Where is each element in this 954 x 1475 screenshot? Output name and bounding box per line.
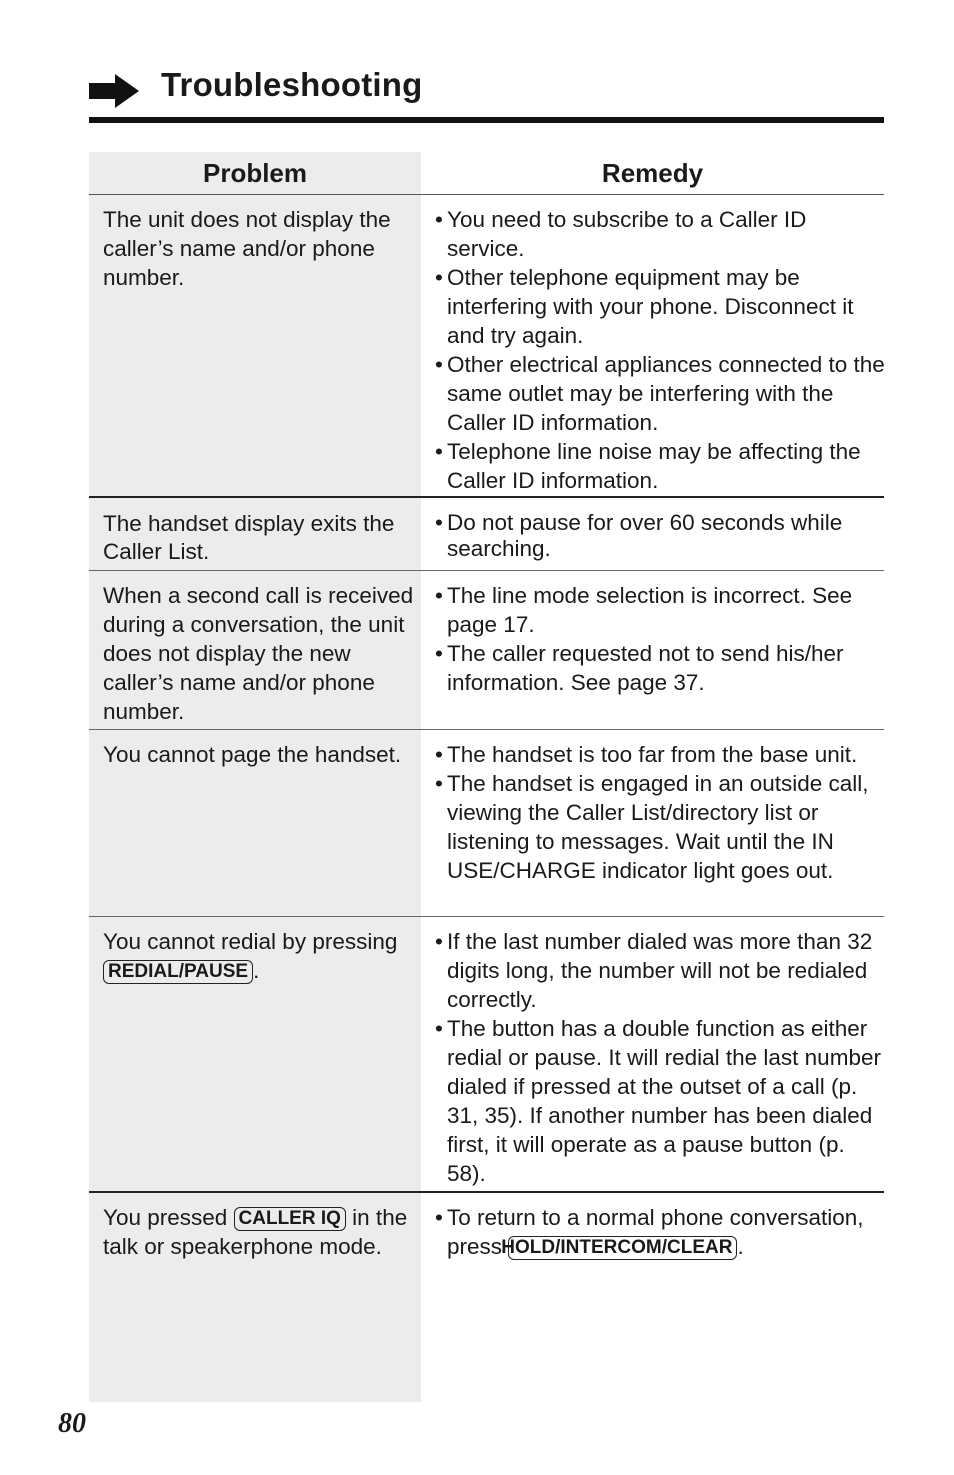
remedy-item: • The caller requested not to send his/her information. See page 37. (435, 641, 844, 695)
remedy-cell (435, 927, 887, 1188)
problem-text: The handset display exits the Caller List. (103, 511, 395, 564)
remedy-cell (435, 581, 887, 697)
title-rule (89, 117, 884, 123)
remedy-item: • To return to a normal phone conversation, press HOLD/INTERCOM/CLEAR . (435, 1205, 864, 1259)
table-row (89, 917, 884, 1193)
remedy-item: • Other electrical appliances connected to the same outlet may be interfering with the Caller ID information. (435, 352, 885, 435)
remedy-item: • Do not pause for over 60 seconds while searching. (435, 510, 843, 561)
page-title: Troubleshooting (161, 66, 423, 103)
problem-text: The unit does not display the caller’s name and/or phone number. (103, 207, 391, 290)
page-header (89, 62, 884, 122)
table-row (89, 498, 884, 571)
remedy-cell (435, 205, 887, 495)
table-row (89, 730, 884, 917)
hold-intercom-clear-key: HOLD/INTERCOM/CLEAR (508, 1236, 737, 1260)
problem-text: You pressed CALLER IQ in the talk or speakerphone mode. (103, 1205, 408, 1259)
table-row (89, 571, 884, 730)
remedy-item: • You need to subscribe to a Caller ID service. (435, 207, 807, 261)
caller-iq-key: CALLER IQ (234, 1207, 346, 1231)
table-header (89, 152, 884, 195)
remedy-cell (435, 510, 887, 562)
remedy-item: • The handset is engaged in an outside call, viewing the Caller List/directory list or listening to messages. Wait until the IN USE/CHARGE indicator light goes out. (435, 771, 869, 883)
redial-pause-key: REDIAL/PAUSE (103, 960, 253, 984)
page-number: 80 (58, 1408, 86, 1439)
table-row (89, 1193, 884, 1402)
remedy-item: • If the last number dialed was more than 32 digits long, the number will not be redialed correctly. (435, 929, 873, 1012)
column-header-problem: Problem (202, 158, 308, 188)
remedy-cell (435, 1203, 887, 1261)
remedy-item: • Other telephone equipment may be interfering with your phone. Disconnect it and try again. (435, 265, 854, 348)
remedy-item: • Telephone line noise may be affecting the Caller ID information. (435, 439, 861, 493)
problem-text: You cannot page the handset. (103, 742, 402, 767)
right-arrow-icon (89, 74, 139, 108)
table-row (89, 195, 884, 498)
column-header-remedy: Remedy (601, 158, 704, 188)
problem-text: You cannot redial by pressing REDIAL/PAUSE . (103, 929, 398, 983)
remedy-item: • The line mode selection is incorrect. See page 17. (435, 583, 853, 637)
problem-text: When a second call is received during a conversation, the unit does not display the new caller’s name and/or phone number. (103, 583, 414, 724)
remedy-item: • The button has a double function as either redial or pause. It will redial the last number dialed if pressed at the outset of a call (p. 31, 35). If another number has been dialed first, it will operate as a pause button (p. 58). (435, 1016, 881, 1186)
remedy-cell (435, 740, 887, 885)
remedy-item: • The handset is too far from the base unit. (435, 742, 858, 767)
